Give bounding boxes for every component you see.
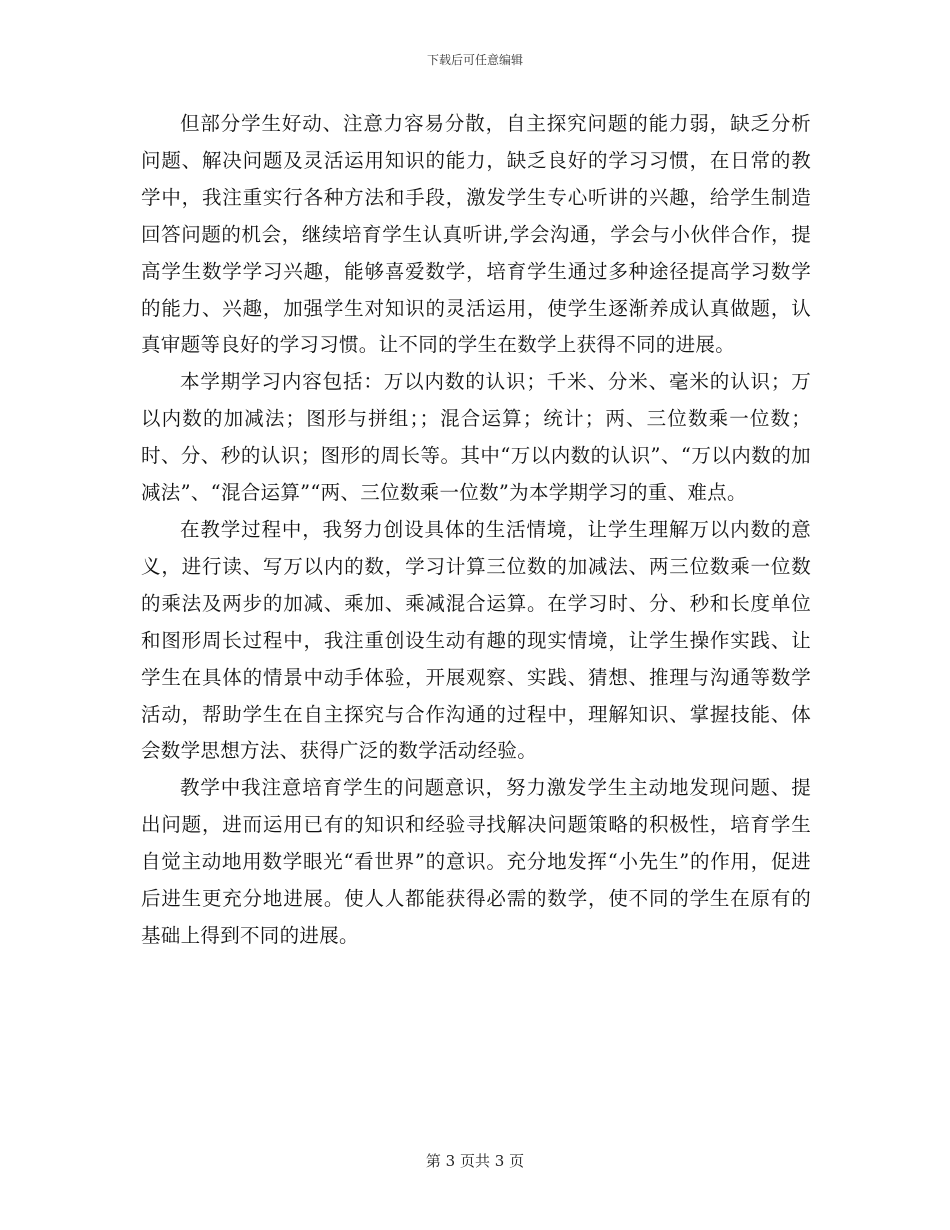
paragraph-2: 本学期学习内容包括：万以内数的认识；千米、分米、毫米的认识；万以内数的加减法；图形与拼组；；混合运算；统计；两、三位数乘一位数；时、分、秒的认识；图形的周长等。其中“万以内数的认识”、“万以内数的加减法”、“混合运算”“两、三位数乘一位数”为本学期学习的重、难点。: [141, 370, 811, 505]
paragraph-3: 在教学过程中，我努力创设具体的生活情境，让学生理解万以内数的意义，进行读、写万以内的数，学习计算三位数的加减法、两三位数乘一位数的乘法及两步的加减、乘加、乘减混合运算。在学习时、分、秒和长度单位和图形周长过程中，我注重创设生动有趣的现实情境，让学生操作实践、让学生在具体的情景中动手体验，开展观察、实践、猜想、推理与沟通等数学活动，帮助学生在自主探究与合作沟通的过程中，理解知识、掌握技能、体会数学思想方法、获得广泛的数学活动经验。: [141, 517, 811, 763]
page-footer: 第 3 页共 3 页: [425, 1152, 525, 1170]
document-body: [141, 106, 811, 955]
page-header: 下载后可任意编辑: [426, 53, 523, 67]
paragraph-4: 教学中我注意培育学生的问题意识，努力激发学生主动地发现问题、提出问题，进而运用已有的知识和经验寻找解决问题策略的积极性，培育学生自觉主动地用数学眼光“看世界”的意识。充分地发挥“小先生”的作用，促进后进生更充分地进展。使人人都能获得必需的数学，使不同的学生在原有的基础上得到不同的进展。: [141, 776, 811, 947]
paragraph-1: 但部分学生好动、注意力容易分散，自主探究问题的能力弱，缺乏分析问题、解决问题及灵活运用知识的能力，缺乏良好的学习习惯，在日常的教学中，我注重实行各种方法和手段，激发学生专心听讲的兴趣，给学生制造回答问题的机会，继续培育学生认真听讲,学会沟通，学会与小伙伴合作，提高学生数学学习兴趣，能够喜爱数学，培育学生通过多种途径提高学习数学的能力、兴趣，加强学生对知识的灵活运用，使学生逐渐养成认真做题，认真审题等良好的学习习惯。让不同的学生在数学上获得不同的进展。: [141, 112, 811, 357]
